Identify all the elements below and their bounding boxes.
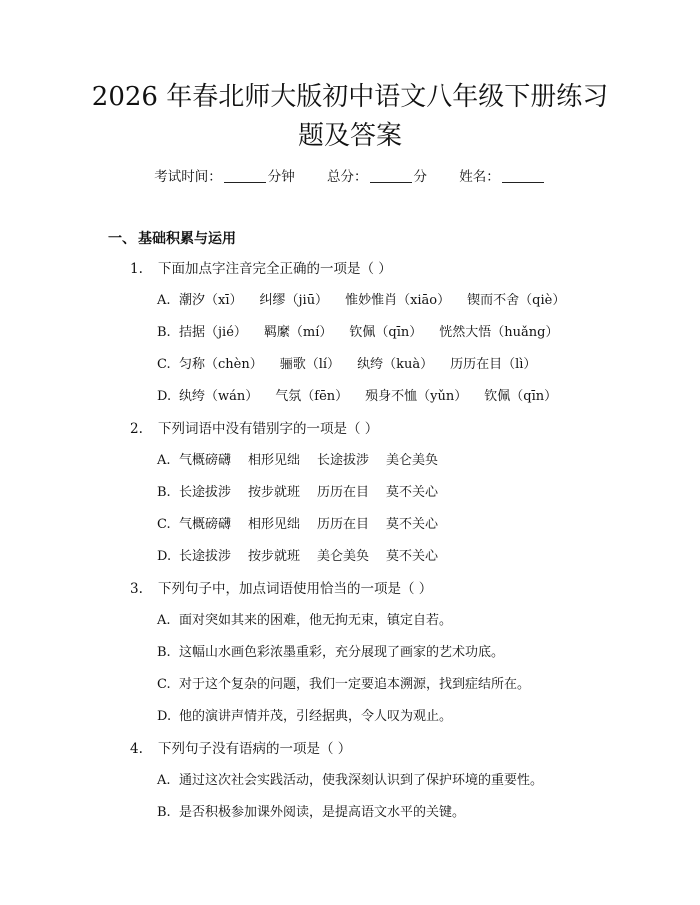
section-title: 基础积累与运用 xyxy=(138,231,236,247)
option-word: 历历在目 xyxy=(317,517,370,532)
question-2-option-a[interactable] xyxy=(157,451,438,471)
option-word: 美仑美奂 xyxy=(317,549,370,564)
option-word: 气概磅礴 xyxy=(179,453,232,468)
question-4 xyxy=(130,739,351,759)
exam-time-blank[interactable] xyxy=(224,168,266,183)
option-word: 莫不关心 xyxy=(386,549,439,564)
option-word: 纨绔（wán） xyxy=(179,389,259,404)
question-text: 下列句子没有语病的一项是（ ） xyxy=(158,741,352,757)
name-field xyxy=(459,167,546,187)
question-text: 下列词语中没有错别字的一项是（ ） xyxy=(158,421,379,437)
total-score-label: 总分： xyxy=(327,169,368,185)
question-1 xyxy=(130,259,392,279)
question-1-option-c[interactable] xyxy=(157,355,536,375)
option-word: 长途拔涉 xyxy=(179,485,232,500)
option-word: 锲而不舍（qiè） xyxy=(467,293,566,308)
option-word: 长途拔涉 xyxy=(179,549,232,564)
name-blank[interactable] xyxy=(502,168,544,183)
section-heading xyxy=(108,229,236,249)
option-sentence: 是否积极参加课外阅读，是提高语文水平的关键。 xyxy=(179,805,466,820)
option-letter: B. xyxy=(157,645,171,660)
option-letter: C. xyxy=(157,517,171,532)
option-word: 匀称（chèn） xyxy=(179,357,263,372)
question-text: 下面加点字注音完全正确的一项是（ ） xyxy=(158,261,392,277)
question-1-option-a[interactable] xyxy=(157,291,565,311)
exam-time-field xyxy=(154,167,295,187)
option-word: 按步就班 xyxy=(248,485,301,500)
question-2-option-c[interactable] xyxy=(157,515,438,535)
option-sentence: 这幅山水画色彩浓墨重彩，充分展现了画家的艺术功底。 xyxy=(179,645,505,660)
question-3-option-d[interactable] xyxy=(157,707,452,727)
option-word: 按步就班 xyxy=(248,549,301,564)
option-letter: D. xyxy=(157,709,172,724)
question-number: 1. xyxy=(130,261,143,277)
option-word: 相形见绌 xyxy=(248,453,301,468)
total-score-field xyxy=(327,167,427,187)
option-word: 莫不关心 xyxy=(386,517,439,532)
question-number: 2. xyxy=(130,421,143,437)
total-score-blank[interactable] xyxy=(370,168,412,183)
option-word: 拮据（jié） xyxy=(179,325,247,340)
question-2 xyxy=(130,419,378,439)
option-sentence: 面对突如其来的困难，他无拘无束，镇定自若。 xyxy=(179,613,453,628)
option-letter: D. xyxy=(157,389,172,404)
question-4-option-a[interactable] xyxy=(157,771,543,791)
question-2-option-b[interactable] xyxy=(157,483,438,503)
question-3-option-b[interactable] xyxy=(157,643,504,663)
question-4-option-b[interactable] xyxy=(157,803,465,823)
option-letter: D. xyxy=(157,549,172,564)
option-word: 气氛（fēn） xyxy=(275,389,349,404)
option-letter: C. xyxy=(157,677,171,692)
option-word: 历历在目（lì） xyxy=(450,357,537,372)
question-1-option-b[interactable] xyxy=(157,323,558,343)
question-number: 3. xyxy=(130,581,143,597)
option-word: 骊歌（lí） xyxy=(279,357,341,372)
question-3 xyxy=(130,579,432,599)
option-letter: C. xyxy=(157,357,171,372)
option-word: 美仑美奂 xyxy=(386,453,439,468)
exam-info-row xyxy=(0,167,700,187)
option-word: 历历在目 xyxy=(317,485,370,500)
option-word: 气概磅礴 xyxy=(179,517,232,532)
option-letter: B. xyxy=(157,805,171,820)
question-number: 4. xyxy=(130,741,143,757)
exam-time-label: 考试时间： xyxy=(154,169,222,185)
question-3-option-c[interactable] xyxy=(157,675,530,695)
option-word: 恍然大悟（huǎng） xyxy=(439,325,559,340)
option-sentence: 通过这次社会实践活动，使我深刻认识到了保护环境的重要性。 xyxy=(179,773,544,788)
name-label: 姓名： xyxy=(459,169,500,185)
option-word: 莫不关心 xyxy=(386,485,439,500)
page-title-line-2: 题及答案 xyxy=(297,121,402,151)
option-sentence: 他的演讲声情并茂，引经据典，令人叹为观止。 xyxy=(179,709,453,724)
option-word: 惟妙惟肖（xiāo） xyxy=(345,293,451,308)
option-word: 长途拔涉 xyxy=(317,453,370,468)
option-letter: A. xyxy=(157,453,171,468)
option-letter: A. xyxy=(157,293,171,308)
total-score-unit: 分 xyxy=(413,169,427,185)
option-word: 钦佩（qīn） xyxy=(349,325,423,340)
exam-time-unit: 分钟 xyxy=(267,169,295,185)
page-title-line-1: 2026 年春北师大版初中语文八年级下册练习 xyxy=(91,82,609,112)
section-number: 一、 xyxy=(108,231,136,247)
option-letter: A. xyxy=(157,773,171,788)
option-letter: A. xyxy=(157,613,171,628)
option-word: 纠缪（jiū） xyxy=(259,293,329,308)
question-text: 下列句子中，加点词语使用恰当的一项是（ ） xyxy=(158,581,433,597)
option-word: 纨绔（kuà） xyxy=(357,357,434,372)
option-word: 羁縻（mí） xyxy=(263,325,333,340)
question-3-option-a[interactable] xyxy=(157,611,452,631)
question-1-option-d[interactable] xyxy=(157,387,557,407)
page-title xyxy=(70,78,630,156)
question-2-option-d[interactable] xyxy=(157,547,438,567)
option-word: 殒身不恤（yǔn） xyxy=(365,389,468,404)
option-letter: B. xyxy=(157,485,171,500)
option-word: 相形见绌 xyxy=(248,517,301,532)
option-sentence: 对于这个复杂的问题，我们一定要追本溯源，找到症结所在。 xyxy=(179,677,531,692)
option-word: 潮汐（xī） xyxy=(179,293,243,308)
option-letter: B. xyxy=(157,325,171,340)
option-word: 钦佩（qīn） xyxy=(484,389,558,404)
